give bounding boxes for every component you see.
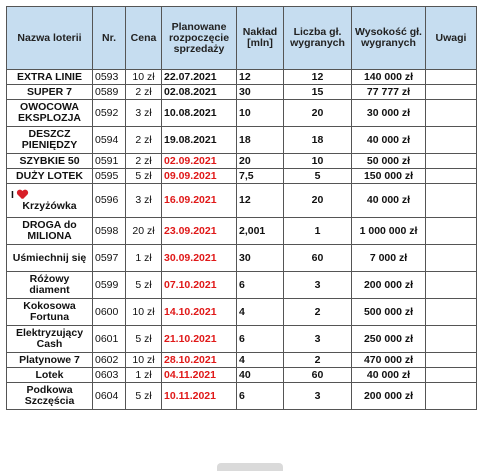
cell-prizes: 3 bbox=[284, 383, 352, 410]
cell-prizes: 10 bbox=[284, 154, 352, 169]
cell-prizes: 1 bbox=[284, 218, 352, 245]
table-row bbox=[7, 154, 477, 169]
cell-date: 16.09.2021 bbox=[162, 184, 237, 218]
cell-name: SZYBKIE 50 bbox=[7, 154, 93, 169]
cell-date: 22.07.2021 bbox=[162, 70, 237, 85]
cell-price: 1 zł bbox=[126, 368, 162, 383]
cell-circulation: 2,001 bbox=[237, 218, 284, 245]
cell-circulation: 6 bbox=[237, 383, 284, 410]
cell-name: Uśmiechnij się bbox=[7, 245, 93, 272]
cell-date: 21.10.2021 bbox=[162, 326, 237, 353]
table-row bbox=[7, 368, 477, 383]
cell-prizes: 20 bbox=[284, 100, 352, 127]
cell-circulation: 20 bbox=[237, 154, 284, 169]
cell-prizes: 60 bbox=[284, 368, 352, 383]
header-notes: Uwagi bbox=[426, 7, 477, 70]
cell-prizes: 2 bbox=[284, 299, 352, 326]
cell-date: 19.08.2021 bbox=[162, 127, 237, 154]
cell-price: 5 zł bbox=[126, 272, 162, 299]
cell-prize-value: 1 000 000 zł bbox=[352, 218, 426, 245]
page-indicator bbox=[217, 463, 283, 471]
cell-nr: 0604 bbox=[93, 383, 126, 410]
table-row bbox=[7, 383, 477, 410]
cell-date: 10.08.2021 bbox=[162, 100, 237, 127]
cell-price: 2 zł bbox=[126, 85, 162, 100]
cell-date: 02.08.2021 bbox=[162, 85, 237, 100]
cell-name: Platynowe 7 bbox=[7, 353, 93, 368]
cell-notes bbox=[426, 245, 477, 272]
cell-prizes: 18 bbox=[284, 127, 352, 154]
cell-circulation: 12 bbox=[237, 70, 284, 85]
cell-nr: 0596 bbox=[93, 184, 126, 218]
cell-circulation: 6 bbox=[237, 326, 284, 353]
cell-prizes: 2 bbox=[284, 353, 352, 368]
table-row bbox=[7, 85, 477, 100]
cell-price: 5 zł bbox=[126, 169, 162, 184]
table-row bbox=[7, 127, 477, 154]
table-row bbox=[7, 353, 477, 368]
cell-prize-value: 40 000 zł bbox=[352, 184, 426, 218]
cell-circulation: 18 bbox=[237, 127, 284, 154]
cell-date: 14.10.2021 bbox=[162, 299, 237, 326]
cell-prizes: 5 bbox=[284, 169, 352, 184]
cell-notes bbox=[426, 326, 477, 353]
table-row bbox=[7, 272, 477, 299]
table-row bbox=[7, 184, 477, 218]
header-row bbox=[7, 7, 477, 70]
cell-date: 09.09.2021 bbox=[162, 169, 237, 184]
cell-prize-value: 250 000 zł bbox=[352, 326, 426, 353]
name-prefix: I bbox=[11, 188, 14, 201]
header-nr: Nr. bbox=[93, 7, 126, 70]
cell-name: EXTRA LINIE bbox=[7, 70, 93, 85]
table-row bbox=[7, 245, 477, 272]
cell-prize-value: 77 777 zł bbox=[352, 85, 426, 100]
cell-name: Lotek bbox=[7, 368, 93, 383]
table-row bbox=[7, 299, 477, 326]
cell-prize-value: 150 000 zł bbox=[352, 169, 426, 184]
cell-nr: 0603 bbox=[93, 368, 126, 383]
cell-nr: 0592 bbox=[93, 100, 126, 127]
cell-date: 23.09.2021 bbox=[162, 218, 237, 245]
cell-date: 02.09.2021 bbox=[162, 154, 237, 169]
cell-price: 3 zł bbox=[126, 100, 162, 127]
cell-nr: 0600 bbox=[93, 299, 126, 326]
cell-notes bbox=[426, 127, 477, 154]
cell-prizes: 60 bbox=[284, 245, 352, 272]
cell-circulation: 10 bbox=[237, 100, 284, 127]
cell-price: 1 zł bbox=[126, 245, 162, 272]
cell-notes bbox=[426, 85, 477, 100]
cell-prize-value: 200 000 zł bbox=[352, 383, 426, 410]
cell-nr: 0598 bbox=[93, 218, 126, 245]
cell-circulation: 4 bbox=[237, 353, 284, 368]
cell-name: DESZCZ PIENIĘDZY bbox=[7, 127, 93, 154]
cell-name: SUPER 7 bbox=[7, 85, 93, 100]
cell-price: 10 zł bbox=[126, 353, 162, 368]
cell-date: 07.10.2021 bbox=[162, 272, 237, 299]
table-row bbox=[7, 218, 477, 245]
cell-prize-value: 40 000 zł bbox=[352, 368, 426, 383]
cell-nr: 0589 bbox=[93, 85, 126, 100]
header-prizes: Liczba gł. wygranych bbox=[284, 7, 352, 70]
cell-price: 5 zł bbox=[126, 326, 162, 353]
cell-notes bbox=[426, 272, 477, 299]
cell-nr: 0597 bbox=[93, 245, 126, 272]
cell-price: 10 zł bbox=[126, 70, 162, 85]
cell-prizes: 15 bbox=[284, 85, 352, 100]
cell-notes bbox=[426, 383, 477, 410]
cell-circulation: 30 bbox=[237, 85, 284, 100]
cell-prize-value: 50 000 zł bbox=[352, 154, 426, 169]
cell-prize-value: 470 000 zł bbox=[352, 353, 426, 368]
header-prize-value: Wysokość gł. wygranych bbox=[352, 7, 426, 70]
cell-circulation: 6 bbox=[237, 272, 284, 299]
cell-name: Różowy diament bbox=[7, 272, 93, 299]
cell-prize-value: 40 000 zł bbox=[352, 127, 426, 154]
table-row bbox=[7, 70, 477, 85]
cell-notes bbox=[426, 218, 477, 245]
cell-name: OWOCOWA EKSPLOZJA bbox=[7, 100, 93, 127]
table-body bbox=[7, 70, 477, 410]
cell-date: 28.10.2021 bbox=[162, 353, 237, 368]
cell-notes bbox=[426, 353, 477, 368]
cell-nr: 0594 bbox=[93, 127, 126, 154]
cell-nr: 0595 bbox=[93, 169, 126, 184]
cell-price: 5 zł bbox=[126, 383, 162, 410]
cell-prize-value: 140 000 zł bbox=[352, 70, 426, 85]
cell-prizes: 3 bbox=[284, 272, 352, 299]
cell-name: Podkowa Szczęścia bbox=[7, 383, 93, 410]
cell-notes bbox=[426, 169, 477, 184]
cell-name: DUŻY LOTEK bbox=[7, 169, 93, 184]
cell-nr: 0599 bbox=[93, 272, 126, 299]
header-circulation: Nakład [mln] bbox=[237, 7, 284, 70]
cell-notes bbox=[426, 184, 477, 218]
table-row bbox=[7, 169, 477, 184]
name-text: Krzyżówka bbox=[22, 199, 77, 212]
cell-nr: 0601 bbox=[93, 326, 126, 353]
cell-notes bbox=[426, 299, 477, 326]
heart-icon bbox=[17, 190, 28, 200]
cell-prizes: 20 bbox=[284, 184, 352, 218]
cell-price: 20 zł bbox=[126, 218, 162, 245]
header-name: Nazwa loterii bbox=[7, 7, 93, 70]
cell-prizes: 3 bbox=[284, 326, 352, 353]
cell-price: 10 zł bbox=[126, 299, 162, 326]
cell-notes bbox=[426, 154, 477, 169]
cell-date: 30.09.2021 bbox=[162, 245, 237, 272]
cell-circulation: 12 bbox=[237, 184, 284, 218]
cell-date: 10.11.2021 bbox=[162, 383, 237, 410]
cell-circulation: 7,5 bbox=[237, 169, 284, 184]
cell-price: 2 zł bbox=[126, 127, 162, 154]
cell-prizes: 12 bbox=[284, 70, 352, 85]
cell-prize-value: 200 000 zł bbox=[352, 272, 426, 299]
cell-notes bbox=[426, 70, 477, 85]
cell-prize-value: 7 000 zł bbox=[352, 245, 426, 272]
cell-circulation: 30 bbox=[237, 245, 284, 272]
cell-name: DROGA do MILIONA bbox=[7, 218, 93, 245]
cell-date: 04.11.2021 bbox=[162, 368, 237, 383]
cell-notes bbox=[426, 100, 477, 127]
header-date: Planowane rozpoczęcie sprzedaży bbox=[162, 7, 237, 70]
cell-prize-value: 30 000 zł bbox=[352, 100, 426, 127]
cell-prize-value: 500 000 zł bbox=[352, 299, 426, 326]
table-row bbox=[7, 326, 477, 353]
lottery-table bbox=[6, 6, 477, 410]
cell-nr: 0591 bbox=[93, 154, 126, 169]
cell-circulation: 4 bbox=[237, 299, 284, 326]
cell-name: Kokosowa Fortuna bbox=[7, 299, 93, 326]
cell-circulation: 40 bbox=[237, 368, 284, 383]
cell-price: 3 zł bbox=[126, 184, 162, 218]
cell-notes bbox=[426, 368, 477, 383]
header-price: Cena bbox=[126, 7, 162, 70]
table-row bbox=[7, 100, 477, 127]
cell-name bbox=[7, 184, 93, 218]
cell-name: Elektryzujący Cash bbox=[7, 326, 93, 353]
cell-price: 2 zł bbox=[126, 154, 162, 169]
cell-nr: 0602 bbox=[93, 353, 126, 368]
cell-nr: 0593 bbox=[93, 70, 126, 85]
